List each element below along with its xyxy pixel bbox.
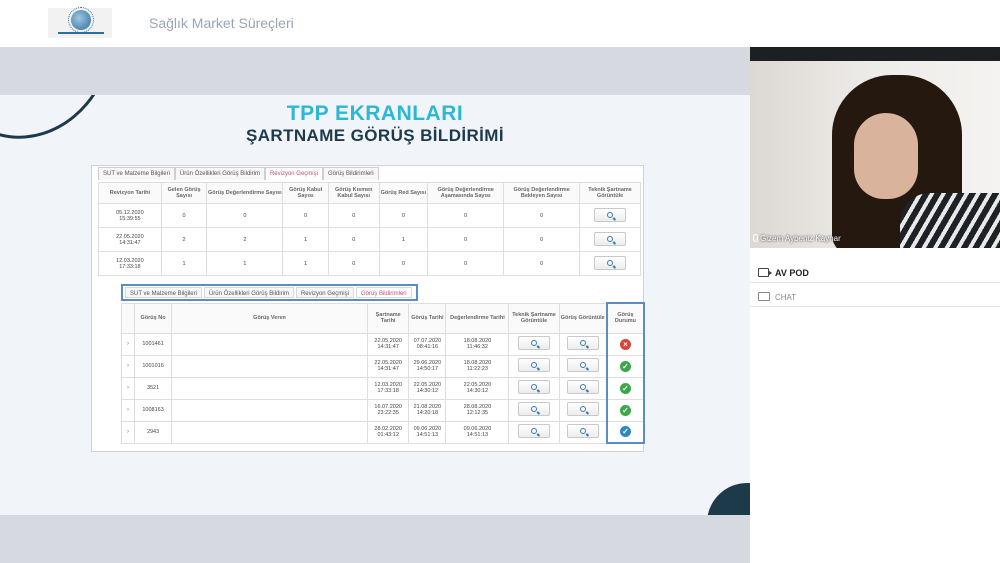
cell xyxy=(409,355,446,377)
cell: 2 xyxy=(207,228,283,252)
cell xyxy=(172,421,368,443)
table-row[interactable] xyxy=(122,355,645,377)
status-cell xyxy=(607,399,644,421)
table-row[interactable] xyxy=(122,421,645,443)
tab-sut[interactable]: SUT ve Malzeme Bilgileri xyxy=(125,287,202,298)
col-header: Görüş Değerlendirme Sayısı xyxy=(207,183,283,204)
tab-revizyon-gecmisi[interactable]: Revizyon Geçmişi xyxy=(265,167,323,180)
date-text: 09.06.2020 xyxy=(463,426,492,432)
globe-icon xyxy=(71,10,91,30)
status-cell xyxy=(607,377,644,399)
slide xyxy=(0,95,750,515)
status-cell xyxy=(607,421,644,443)
date-text: 29.06.2020 xyxy=(413,360,442,366)
col-header: Revizyon Tarihi xyxy=(99,183,162,204)
expand-row-icon[interactable]: › xyxy=(122,377,135,399)
view-specification-button[interactable] xyxy=(518,402,550,416)
col-header-status: Görüş Durumu xyxy=(607,303,644,333)
table-row[interactable] xyxy=(99,252,641,276)
time-text: 11:46:32 xyxy=(466,344,488,350)
top-header xyxy=(0,0,1000,47)
cell: 0 xyxy=(328,204,379,228)
status-cell xyxy=(607,355,644,377)
search-icon xyxy=(580,428,586,434)
upper-tab-bar xyxy=(98,167,379,180)
col-header: Teknik Şartname Görüntüle xyxy=(509,303,559,333)
col-header: Görüş Değerlendirme Bekleyen Sayısı xyxy=(504,183,580,204)
view-cell xyxy=(509,399,559,421)
col-header: Görüş Değerlendirme Aşamasında Sayısı xyxy=(428,183,504,204)
cell: 0 xyxy=(428,204,504,228)
date-text: 16.07.2020 xyxy=(374,404,402,410)
revision-date-cell xyxy=(99,252,162,276)
col-header: Görüş Görüntüle xyxy=(559,303,607,333)
cell xyxy=(368,399,409,421)
date-text: 09.06.2020 xyxy=(413,426,442,432)
evaluating-status-icon: ✓ xyxy=(620,426,631,437)
revision-table xyxy=(98,182,641,276)
av-pod-header[interactable] xyxy=(750,263,1000,283)
table-row[interactable] xyxy=(99,228,641,252)
table-row[interactable] xyxy=(122,333,645,355)
view-opinion-button[interactable] xyxy=(567,424,599,438)
table-header-row xyxy=(122,303,645,333)
participant-face xyxy=(854,113,918,199)
tab-revizyon-gecmisi[interactable]: Revizyon Geçmişi xyxy=(296,287,354,298)
date-text: 22.05.2020 xyxy=(413,382,442,388)
date-text: 28.02.2020 xyxy=(374,426,402,432)
date-text: 07.07.2020 xyxy=(413,338,442,344)
view-specification-button[interactable] xyxy=(518,336,550,350)
cell: 1001461 xyxy=(135,333,172,355)
date-text: 22.05.2020 xyxy=(374,360,402,366)
tab-sut[interactable]: SUT ve Malzeme Bilgileri xyxy=(98,167,175,180)
cell: 0 xyxy=(207,204,283,228)
presentation-stage xyxy=(0,47,750,563)
time-text: 14:30:12 xyxy=(466,388,489,394)
logo-underline xyxy=(58,32,104,34)
cell: 1 xyxy=(283,252,329,276)
table-row[interactable] xyxy=(122,377,645,399)
col-header: Şartname Tarihi xyxy=(368,303,409,333)
date-text: 12.03.2020 xyxy=(116,257,144,264)
search-icon xyxy=(531,340,537,346)
cell: 0 xyxy=(504,252,580,276)
date-text: 12.03.2020 xyxy=(374,382,402,388)
view-cell xyxy=(580,252,641,276)
time-text: 14:20:18 xyxy=(416,410,439,416)
time-text: 14:51:13 xyxy=(416,432,439,438)
participant-video[interactable] xyxy=(750,61,1000,248)
date-text: 22.05.2020 xyxy=(463,382,492,388)
cell xyxy=(368,377,409,399)
cell xyxy=(172,333,368,355)
date-text: 22.05.2020 xyxy=(374,338,402,344)
view-specification-button[interactable] xyxy=(594,256,626,270)
search-icon xyxy=(607,236,613,242)
cell: 0 xyxy=(379,252,428,276)
cell: 1 xyxy=(283,228,329,252)
col-header: Görüş No xyxy=(135,303,172,333)
expand-row-icon[interactable]: › xyxy=(122,333,135,355)
view-cell xyxy=(509,333,559,355)
revision-date-cell xyxy=(99,204,162,228)
col-header: Değerlendirme Tarihi xyxy=(446,303,509,333)
view-specification-button[interactable] xyxy=(594,232,626,246)
time-text: 14:51:13 xyxy=(466,432,489,438)
cell: 1 xyxy=(379,228,428,252)
cell xyxy=(446,421,509,443)
view-opinion-button[interactable] xyxy=(567,402,599,416)
search-icon xyxy=(580,384,586,390)
tab-urun-ozellikleri[interactable]: Ürün Özellikleri Görüş Bildirim xyxy=(204,287,294,298)
cell: 0 xyxy=(328,252,379,276)
av-pod-label: AV POD xyxy=(775,268,809,278)
view-cell xyxy=(580,228,641,252)
date-text: 21.08.2020 xyxy=(413,404,442,410)
table-row[interactable] xyxy=(122,399,645,421)
date-text: 18.08.2020 xyxy=(463,360,492,366)
time-text: 23:22:35 xyxy=(377,410,399,416)
time-text: 14:50:17 xyxy=(416,366,439,372)
view-specification-button[interactable] xyxy=(518,380,550,394)
cell xyxy=(172,355,368,377)
cell xyxy=(172,377,368,399)
chat-label: CHAT xyxy=(775,293,797,302)
view-cell xyxy=(559,333,607,355)
cell: 0 xyxy=(428,252,504,276)
search-icon xyxy=(531,362,537,368)
slide-subtitle: ŞARTNAME GÖRÜŞ BİLDİRİMİ xyxy=(246,126,504,145)
accepted-status-icon: ✓ xyxy=(620,361,631,372)
revision-date-cell xyxy=(99,228,162,252)
cell xyxy=(446,355,509,377)
cell: 2943 xyxy=(135,421,172,443)
cell: 1008163 xyxy=(135,399,172,421)
cell xyxy=(409,399,446,421)
accepted-status-icon: ✓ xyxy=(620,383,631,394)
tab-urun-ozellikleri[interactable]: Ürün Özellikleri Görüş Bildirim xyxy=(175,167,265,180)
date-text: 18.08.2020 xyxy=(463,338,492,344)
expand-row-icon[interactable]: › xyxy=(122,399,135,421)
cell xyxy=(368,421,409,443)
date-text: 05.12.2020 xyxy=(116,209,144,216)
cell: 3521 xyxy=(135,377,172,399)
decorative-circle xyxy=(707,483,750,515)
view-opinion-button[interactable] xyxy=(567,358,599,372)
time-text: 14:31:47 xyxy=(377,366,399,372)
cell: 0 xyxy=(428,228,504,252)
cell xyxy=(409,377,446,399)
lower-tab-bar xyxy=(121,284,418,301)
participant-name-tag xyxy=(753,234,841,243)
microphone-icon xyxy=(753,234,758,242)
cell: 0 xyxy=(328,228,379,252)
embedded-screenshot xyxy=(91,165,644,452)
page-title: Sağlık Market Süreçleri xyxy=(149,15,294,31)
video-top-bar xyxy=(750,47,1000,61)
time-text: 12:12:35 xyxy=(466,410,489,416)
video-camera-icon xyxy=(758,268,769,277)
status-cell xyxy=(607,333,644,355)
cell: 1001016 xyxy=(135,355,172,377)
table-header-row xyxy=(99,183,641,204)
col-header: Görüş Red Sayısı xyxy=(379,183,428,204)
table-row[interactable] xyxy=(99,204,641,228)
view-cell xyxy=(559,421,607,443)
view-cell xyxy=(559,355,607,377)
cell xyxy=(446,333,509,355)
cell xyxy=(368,333,409,355)
time-text: 08:41:16 xyxy=(416,344,439,350)
col-header: Görüş Kısmen Kabul Sayısı xyxy=(328,183,379,204)
search-icon xyxy=(580,340,586,346)
col-header: Görüş Kabul Sayısı xyxy=(283,183,329,204)
tab-gorus-bildirimleri[interactable]: Görüş Bildirimleri xyxy=(323,167,379,180)
chat-icon xyxy=(758,292,770,301)
search-icon xyxy=(531,428,537,434)
cell xyxy=(446,399,509,421)
view-cell xyxy=(509,421,559,443)
view-specification-button[interactable] xyxy=(594,208,626,222)
col-header: Gelen Görüş Sayısı xyxy=(161,183,207,204)
cell: 0 xyxy=(283,204,329,228)
expand-row-icon[interactable]: › xyxy=(122,421,135,443)
organization-logo[interactable] xyxy=(48,8,112,38)
opinion-table xyxy=(121,302,645,444)
tab-gorus-bildirimleri[interactable]: Görüş Bildirimleri xyxy=(356,287,412,298)
date-text: 22.05.2020 xyxy=(116,233,144,240)
participant-shirt xyxy=(900,193,1000,248)
view-specification-button[interactable] xyxy=(518,358,550,372)
time-text: 14:31:47 xyxy=(377,344,399,350)
time-text: 14:30:12 xyxy=(416,388,439,394)
time-text: 17:33:18 xyxy=(377,388,399,394)
col-header xyxy=(122,303,135,333)
cell xyxy=(368,355,409,377)
time-text: 17:33:18 xyxy=(119,263,141,270)
chat-tab[interactable] xyxy=(750,287,1000,307)
search-icon xyxy=(580,362,586,368)
time-text: 01:43:12 xyxy=(377,432,399,438)
expand-row-icon[interactable]: › xyxy=(122,355,135,377)
cell: 0 xyxy=(161,204,207,228)
col-header: Teknik Şartname Görüntüle xyxy=(580,183,641,204)
time-text: 15:39:55 xyxy=(119,215,141,222)
time-text: 11:22:23 xyxy=(466,366,488,372)
col-header: Görüş Veren xyxy=(172,303,368,333)
cell: 1 xyxy=(161,252,207,276)
participant-name: Gizem Aybeniz Kaynar xyxy=(760,234,841,243)
view-cell xyxy=(580,204,641,228)
col-header: Görüş Tarihi xyxy=(409,303,446,333)
view-cell xyxy=(559,377,607,399)
cell: 0 xyxy=(504,228,580,252)
view-opinion-button[interactable] xyxy=(567,380,599,394)
view-cell xyxy=(559,399,607,421)
slide-title: TPP EKRANLARI xyxy=(286,102,464,125)
search-icon xyxy=(531,406,537,412)
time-text: 14:31:47 xyxy=(119,239,141,246)
view-opinion-button[interactable] xyxy=(567,336,599,350)
accepted-status-icon: ✓ xyxy=(620,405,631,416)
search-icon xyxy=(531,384,537,390)
cell: 0 xyxy=(379,204,428,228)
view-cell xyxy=(509,377,559,399)
search-icon xyxy=(607,260,613,266)
cell xyxy=(172,399,368,421)
cell xyxy=(446,377,509,399)
cell: 0 xyxy=(504,204,580,228)
cell: 1 xyxy=(207,252,283,276)
search-icon xyxy=(607,212,613,218)
cell xyxy=(409,421,446,443)
view-specification-button[interactable] xyxy=(518,424,550,438)
search-icon xyxy=(580,406,586,412)
view-cell xyxy=(509,355,559,377)
date-text: 28.08.2020 xyxy=(463,404,492,410)
cell: 2 xyxy=(161,228,207,252)
cell xyxy=(409,333,446,355)
rejected-status-icon: × xyxy=(620,339,631,350)
